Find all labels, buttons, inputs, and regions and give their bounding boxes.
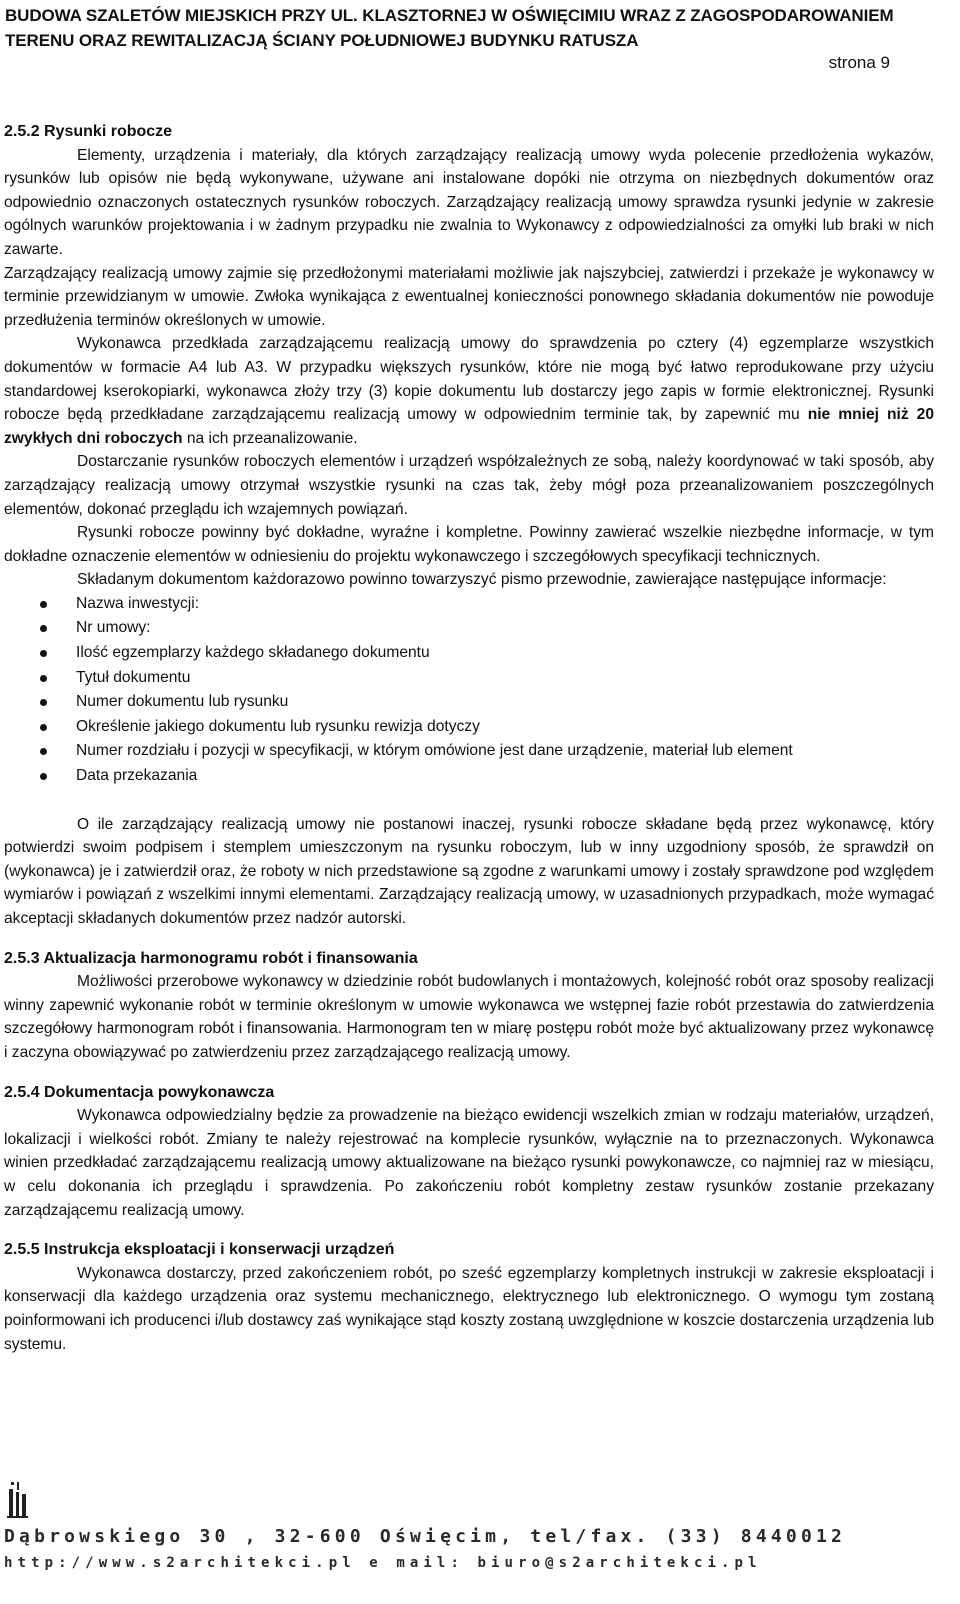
list-item — [4, 641, 934, 666]
paragraph: Wykonawca dostarczy, przed zakończeniem robót, po sześć egzemplarzy kompletnych instrukcji w zakresie eksploatacji i konserwacji dla każdego urządzenia oraz systemu mechanicznego, elektrycznego lub elektronicznego. O wymogu tym zostaną poinformowani ich producenci i/lub dostawcy zaś wynikające stąd koszty zostaną uwzględnione w koszcie dostarczenia urządzenia lub systemu. — [4, 1264, 934, 1353]
paragraph-text: na ich przeanalizowanie. — [186, 429, 358, 447]
document-body — [4, 120, 934, 1356]
document-footer — [0, 1480, 960, 1604]
list-item — [4, 690, 934, 715]
list-item — [4, 715, 934, 740]
section-heading-2-5-5: 2.5.5 Instrukcja eksploatacji i konserwacji urządzeń — [4, 1241, 395, 1259]
list-item — [4, 764, 934, 789]
list-item-text: Tytuł dokumentu — [76, 668, 191, 686]
list-item-text: Numer dokumentu lub rysunku — [76, 693, 289, 711]
paragraph: Możliwości przerobowe wykonawcy w dziedzinie robót budowlanych i montażowych, kolejność robót oraz sposoby realizacji winny zapewnić wykonanie robót w terminie określonym w umowie wykonawca we wstępnej fazie robót przestawia do zatwierdzenia szczegółowy harmonogram robót i finansowania. Harmonogram ten w miarę postępu robót może być aktualizowany przez wykonawcę i zaczyna obowiązywać po zatwierdzeniu przez zarządzającego realizacją umowy. — [4, 973, 934, 1061]
document-header — [5, 3, 945, 53]
bullet-icon — [40, 748, 47, 755]
page-number: strona 9 — [828, 53, 890, 72]
info-bullet-list — [4, 592, 934, 789]
spacer — [4, 1222, 934, 1238]
bullet-icon — [40, 773, 47, 780]
section-heading-2-5-3: 2.5.3 Aktualizacja harmonogramu robót i finansowania — [4, 949, 418, 967]
section-heading-2-5-2: 2.5.2 Rysunki robocze — [4, 123, 173, 140]
bullet-icon — [40, 675, 47, 682]
header-title-line-1: BUDOWA SZALETÓW MIEJSKICH PRZY UL. KLASZTORNEJ W OŚWIĘCIMIU WRAZ Z ZAGOSPODAROWANIEM — [5, 6, 894, 25]
list-item — [4, 739, 934, 764]
paragraph — [4, 332, 934, 450]
paragraph: O ile zarządzający realizacją umowy nie postanowi inaczej, rysunki robocze składane będą przez wykonawcę, który potwierdzi swoim podpisem i stemplem umieszczonym na rysunku roboczym, lub w inny uzgodniony sposób, że sprawdził on (wykonawca) je i zatwierdził oraz, że roboty w nich przedstawione są zgodne z warunkami umowy i zostały sprawdzone pod względem wymiarów i powiązań z wszelkimi innymi elementami. Zarządzający realizacją umowy, w uzasadnionych przypadkach, może wymagać akceptacji składanych dokumentów przez nadzór autorski. — [4, 815, 934, 927]
list-item — [4, 592, 934, 617]
paragraph: Rysunki robocze powinny być dokładne, wyraźne i kompletne. Powinny zawierać wszelkie niezbędne informacje, w tym dokładne oznaczenie elementów w odniesieniu do projektu wykonawczego i szczegółowych specyfikacji technicznych. — [4, 524, 934, 565]
list-item-text: Nazwa inwestycji: — [76, 594, 200, 612]
spacer — [4, 1065, 934, 1081]
bullet-icon — [40, 699, 47, 706]
paragraph: Dostarczanie rysunków roboczych elementów i urządzeń współzależnych ze sobą, należy koordynować w taki sposób, aby zarządzający realizacją umowy otrzymał wszystkie rysunki na czas tak, żeby mógł poza przeanalizowaniem poszczególnych elementów, dokonać przeglądu ich wzajemnych powiązań. — [4, 453, 934, 518]
bullet-icon — [40, 650, 47, 657]
list-item-text: Numer rozdziału i pozycji w specyfikacji, w którym omówione jest dane urządzenie, materiał lub element — [76, 742, 793, 760]
paragraph: Zarządzający realizacją umowy zajmie się przedłożonymi materiałami możliwie jak najszybciej, zatwierdzi i przekaże je wykonawcy w terminie przewidzianym w umowie. Zwłoka wynikająca z ewentualnej konieczności ponownego składania dokumentów nie powoduje przedłużenia terminów określonych w umowie. — [4, 264, 934, 329]
paragraph: Elementy, urządzenia i materiały, dla których zarządzający realizacją umowy wyda polecenie przedłożenia wykazów, rysunków lub opisów nie będą wykonywane, używane ani instalowane dopóki nie otrzyma on niezbędnych dokumentów oraz odpowiednio oznaczonych ostatecznych rysunków roboczych. Zarządzający realizacją umowy sprawdza rysunki jedynie w zakresie ogólnych warunków projektowania i w żadnym przypadku nie zwalnia to Wykonawcy z odpowiedzialności za omyłki lub braki w nich zawarte. — [4, 146, 934, 258]
spacer — [4, 789, 934, 813]
paragraph: Wykonawca odpowiedzialny będzie za prowadzenie na bieżąco ewidencji wszelkich zmian w rodzaju materiałów, urządzeń, lokalizacji i wielkości robót. Zmiany te należy rejestrować na komplecie rysunków, wyłącznie na to przeznaczonych. Wykonawca winien przedkładać zarządzającemu realizacją umowy aktualizowane na bieżąco rysunki powykonawcze, co najmniej raz w miesiącu, w celu dokonania ich przeglądu i sprawdzenia. Po zakończeniu robót kompletny zestaw rysunków zostanie przekazany zarządzającemu realizacją umowy. — [4, 1107, 934, 1219]
list-item-text: Data przekazania — [76, 767, 198, 785]
bullet-icon — [40, 625, 47, 632]
spacer — [4, 931, 934, 947]
list-item — [4, 666, 934, 691]
bold-emphasis: nie mniej niż 20 zwykłych dni roboczych — [4, 406, 934, 447]
section-heading-2-5-4: 2.5.4 Dokumentacja powykonawcza — [4, 1083, 275, 1101]
bullet-icon — [40, 601, 47, 608]
list-item-text: Ilość egzemplarzy każdego składanego dokumentu — [76, 644, 430, 662]
paragraph: Składanym dokumentom każdorazowo powinno towarzyszyć pismo przewodnie, zawierające następujące informacje: — [77, 571, 887, 589]
footer-web-email: http://www.s2architekci.pl e mail: biuro@s2architekci.pl — [4, 1555, 762, 1571]
s2-architekci-logo-icon — [6, 1480, 30, 1520]
list-item-text: Określenie jakiego dokumentu lub rysunku rewizja dotyczy — [76, 717, 480, 735]
paragraph-text: Wykonawca przedkłada zarządzającemu realizacją umowy do sprawdzenia po cztery (4) egzemplarze wszystkich dokumentów w formacie A4 lub A3. W przypadku większych rysunków, które nie mogą być łatwo reprodukowane przy użyciu standardowej kserokopiarki, wykonawca złoży trzy (3) kopie dokumentu lub dostarczy jego zapis w formie elektronicznej. Rysunki robocze będą przedkładane zarządzającemu realizacją umowy w odpowiednim terminie tak, by zapewnić mu — [4, 335, 934, 424]
list-item — [4, 616, 934, 641]
footer-address: Dąbrowskiego 30 , 32-600 Oświęcim, tel/fax. (33) 8440012 — [4, 1526, 847, 1547]
header-title-line-2: TERENU ORAZ REWITALIZACJĄ ŚCIANY POŁUDNIOWEJ BUDYNKU RATUSZA — [5, 31, 639, 50]
bullet-icon — [40, 724, 47, 731]
list-item-text: Nr umowy: — [76, 619, 151, 637]
